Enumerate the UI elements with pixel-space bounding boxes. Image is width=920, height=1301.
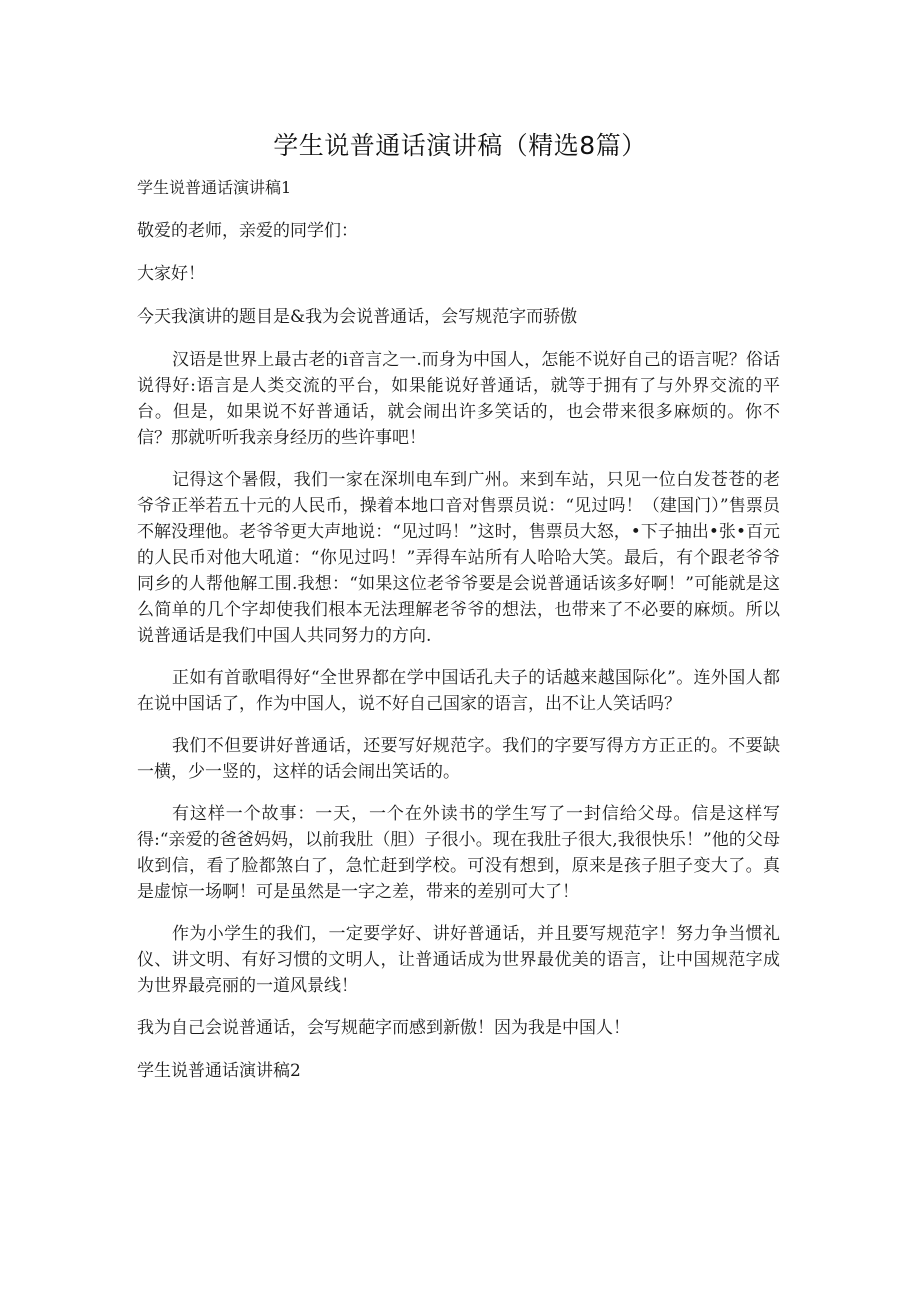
paragraph-train-station-story: 记得这个暑假，我们一家在深圳电车到广州。来到车站，只见一位白发苍苍的老爷爷正举若五十元的人民币，操着本地口音对售票员说：“见过吗！（建国门）”售票员不解没理他。老爷爷更大声地说：“见过吗！”这时，售票员大怒，•下子抽出•张•百元的人民币对他大吼道：“你见过吗！”弄得车站所有人哈哈大笑。最后，有个跟老爷爷同乡的人帮他解工围.我想：“如果这位老爷爷要是会说普通话该多好啊！”可能就是这么简单的几个字却使我们根本无法理解老爷爷的想法，也带来了不必要的麻烦。所以说普通话是我们中国人共同努力的方向. bbox=[137, 470, 780, 646]
paragraph-song-quote: 正如有首歌唱得好“全世界都在学中国话孔夫子的话越来越国际化”。连外国人都在说中国话了，作为中国人，说不好自己国家的语言，出不让人笑话吗？ bbox=[137, 668, 780, 714]
paragraph-pupils-duty: 作为小学生的我们，一定要学好、讲好普通话，并且要写规范字！努力争当惯礼仪、讲文明、有好习惯的文明人，让普通话成为世界最优美的语言，让中国规范字成为世界最亮丽的一道风景线！ bbox=[137, 924, 780, 996]
greeting: 大家好！ bbox=[137, 264, 205, 284]
paragraph-standard-characters: 我们不但要讲好普通话，还要写好规范字。我们的字要写得方方正正的。不要缺一横，少一竖的，这样的话会闹出笑话的。 bbox=[137, 736, 780, 782]
section-heading-2: 学生说普通话演讲稿2 bbox=[137, 1061, 301, 1081]
paragraph-conclusion: 我为自己会说普通话，会写规葩字而感到新傲！因为我是中国人！ bbox=[137, 1018, 630, 1038]
paragraph-letter-story: 有这样一个故事：一天，一个在外读书的学生写了一封信给父母。信是这样写得:“亲爱的爸爸妈妈，以前我肚（胆）子很小。现在我肚子很大,我很快乐！”他的父母收到信，看了脸都煞白了，急忙赶到学校。可没有想到，原来是孩子胆子变大了。真是虚惊一场啊！可是虽然是一字之差，带来的差别可大了！ bbox=[137, 804, 780, 902]
section-heading-1: 学生说普通话演讲稿1 bbox=[137, 178, 292, 197]
document-body bbox=[137, 175, 780, 1084]
speech-topic: 今天我演讲的题目是&我为会说普通话，会写规范字而骄傲 bbox=[137, 307, 578, 327]
document-title: 学生说普通话演讲稿（精选8篇） bbox=[273, 131, 647, 160]
salutation: 敬爱的老师，亲爱的同学们： bbox=[137, 221, 358, 241]
paragraph-chinese-language: 汉语是世界上最古老的i音言之一.而身为中国人，怎能不说好自己的语言呢？俗话说得好:语言是人类交流的平台，如果能说好普通话，就等于拥有了与外界交流的平台。但是，如果说不好普通话，就会闹出许多笑话的，也会带来很多麻烦的。你不信？那就听听我亲身经历的些许事吧！ bbox=[137, 350, 780, 448]
